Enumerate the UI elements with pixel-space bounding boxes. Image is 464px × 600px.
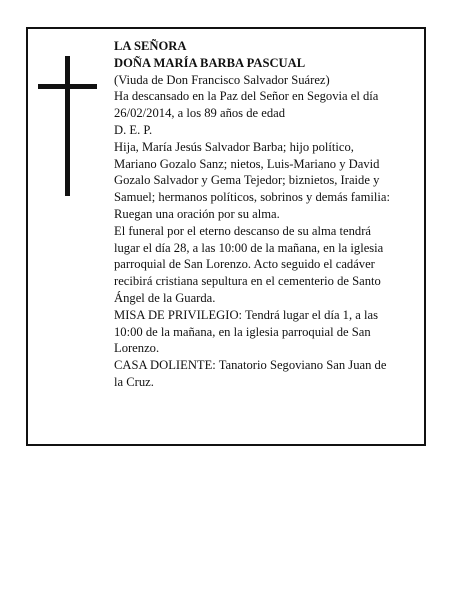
text-line: MISA DE PRIVILEGIO: Tendrá lugar el día 1, a las: [114, 307, 379, 322]
text-line: la Cruz.: [114, 374, 154, 389]
text-line: 10:00 de la mañana, en la iglesia parroquial de San: [114, 324, 371, 339]
deceased-name: DOÑA MARÍA BARBA PASCUAL: [114, 55, 306, 70]
funeral-paragraph: [114, 223, 414, 307]
title-line-1: LA SEÑORA: [114, 39, 187, 53]
text-line: Samuel; hermanos políticos, sobrinos y demás familia:: [114, 190, 390, 205]
text-line: Ha descansado en la Paz del Señor en Segovia el día: [114, 89, 379, 104]
intro-paragraph: [114, 72, 414, 139]
text-line: Gozalo Salvador y Gema Tejedor; biznietos, Iraide y: [114, 173, 380, 188]
funeral-home-paragraph: [114, 357, 414, 391]
text-line: 26/02/2014, a los 89 años de edad: [114, 106, 286, 121]
family-paragraph: [114, 139, 414, 223]
text-line: (Viuda de Don Francisco Salvador Suárez): [114, 72, 330, 87]
cross-icon: [65, 56, 70, 196]
text-line: Lorenzo.: [114, 341, 160, 356]
text-line: lugar el día 28, a las 10:00 de la mañana, en la iglesia: [114, 240, 384, 255]
text-line: D. E. P.: [114, 122, 153, 137]
mass-paragraph: [114, 307, 414, 357]
text-line: recibirá cristiana sepultura en el cementerio de Santo: [114, 274, 381, 289]
cross-icon-bar: [38, 84, 97, 89]
text-line: Mariano Gozalo Sanz; nietos, Luis-Mariano y David: [114, 156, 380, 171]
text-line: El funeral por el eterno descanso de su alma tendrá: [114, 223, 372, 238]
text-line: parroquial de San Lorenzo. Acto seguido el cadáver: [114, 257, 375, 272]
text-line: Ruegan una oración por su alma.: [114, 206, 280, 221]
text-line: Ángel de la Guarda.: [114, 290, 216, 305]
text-line: Hija, María Jesús Salvador Barba; hijo político,: [114, 139, 354, 154]
text-line: CASA DOLIENTE: Tanatorio Segoviano San Juan de: [114, 358, 387, 373]
obituary-text: [114, 38, 414, 391]
